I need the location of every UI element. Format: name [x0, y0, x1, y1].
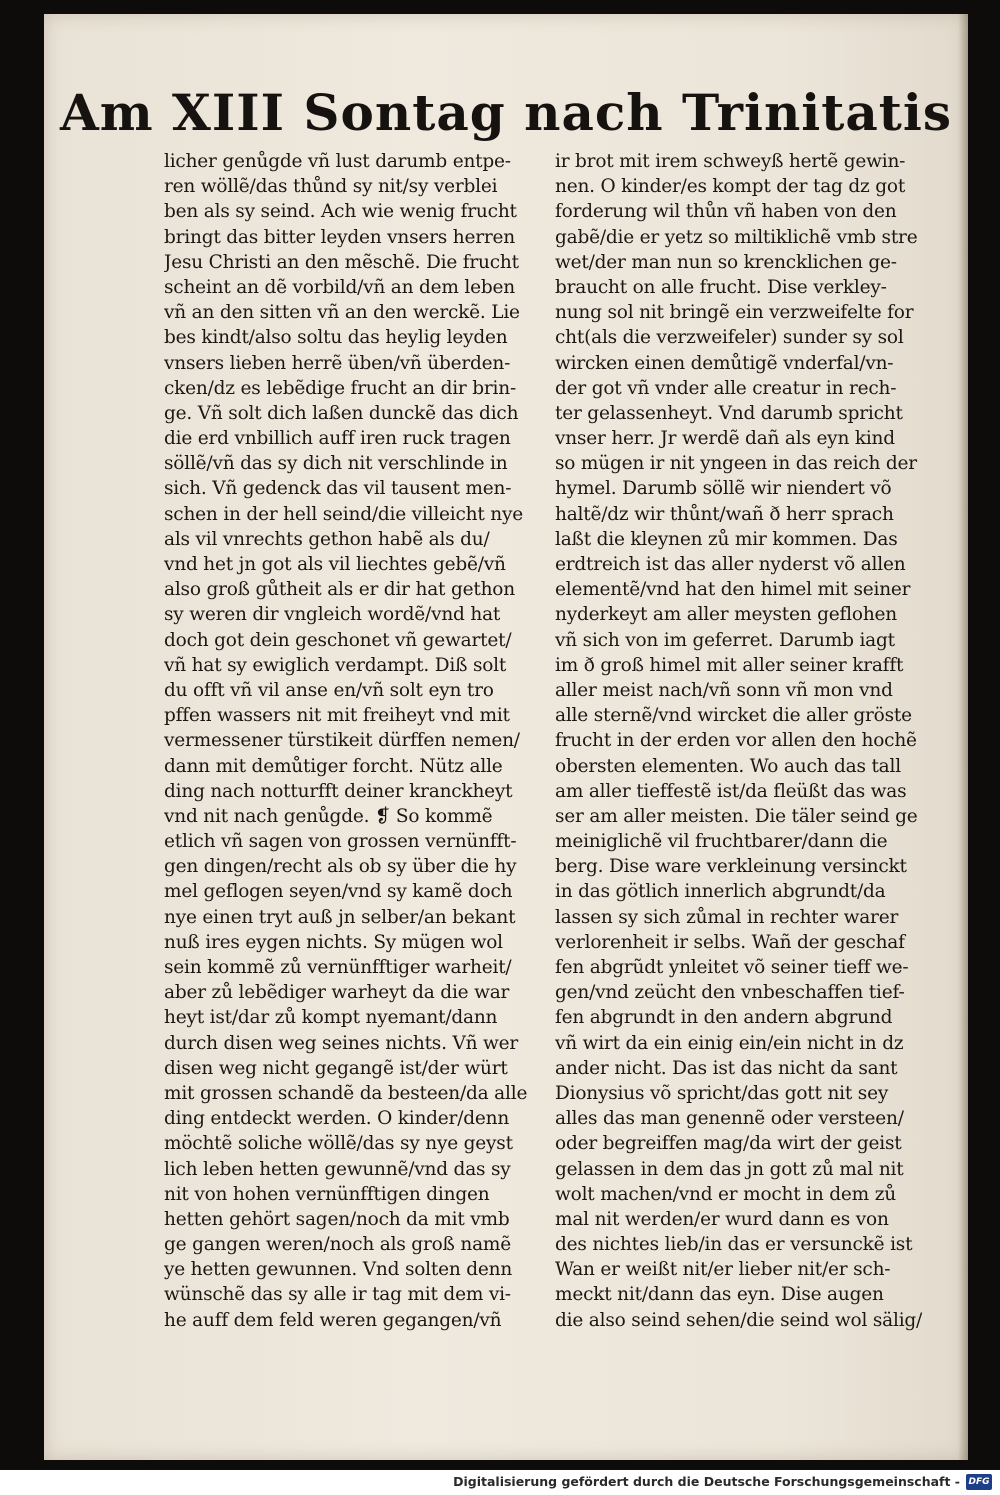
right-column-line: alle sternẽ/vnd wircket die aller gröste — [555, 705, 912, 727]
right-column-line: laßt die kleynen zů mir kommen. Das — [555, 528, 898, 550]
left-column-line: wünschẽ das sy alle ir tag mit dem vi- — [164, 1284, 511, 1306]
right-column-line: nyderkeyt am aller meysten geflohen — [555, 604, 897, 626]
right-column-line: ser am aller meisten. Die täler seind ge — [555, 805, 918, 827]
right-column-line: Wan er weißt nit/er lieber nit/er sch- — [555, 1259, 891, 1281]
dfg-logo-text: DFG — [968, 1477, 990, 1487]
left-column-line: schen in der hell seind/die villeicht nye — [164, 503, 524, 525]
left-column-line: söllẽ/vñ das sy dich nit verschlinde in — [164, 453, 508, 475]
left-column-line: nit von hohen vernünfftigen dingen — [164, 1183, 490, 1205]
left-column-line: ding entdeckt werden. O kinder/denn — [164, 1108, 510, 1130]
right-column-line: im ð groß himel mit aller seiner krafft — [555, 654, 904, 676]
funding-credit: Digitalisierung gefördert durch die Deutsche Forschungsgemeinschaft - — [453, 1474, 960, 1489]
funding-footer — [0, 1470, 1000, 1495]
left-column-line: vnd het jn got als vil liechtes gebẽ/vñ — [164, 554, 506, 575]
right-column-line: der got vñ vnder alle creatur in rech- — [555, 377, 897, 399]
left-column-line: heyt ist/dar zů kompt nyemant/dann — [164, 1007, 498, 1029]
right-column-line: in das götlich innerlich abgrundt/da — [555, 881, 886, 903]
right-column-line: des nichtes lieb/in das er versunckẽ ist — [555, 1234, 913, 1256]
left-column-line: doch got dein geschonet vñ gewartet/ — [164, 629, 512, 651]
right-column-line: wolt machen/vnd er mocht in dem zů — [555, 1183, 896, 1205]
left-column-line: vñ hat sy ewiglich verdampt. Diß solt — [164, 654, 507, 676]
right-column-line: gabẽ/die er yetz so miltiklichẽ vmb stre — [555, 226, 918, 248]
running-head: Am XIII Sontag nach Trinitatis — [59, 83, 953, 142]
right-column-line: frucht in der erden vor allen den hochẽ — [555, 730, 917, 752]
left-column-line: disen weg nicht gegangẽ ist/der würt — [164, 1057, 508, 1079]
left-column-line: nuß ires eygen nichts. Sy mügen wol — [164, 931, 503, 953]
left-column-line: scheint an dẽ vorbild/vñ an dem leben — [164, 276, 516, 298]
right-column-line: ir brot mit irem schweyß hertẽ gewin- — [555, 151, 906, 172]
right-column-line: cht(als die verzweifeler) sunder sy sol — [555, 327, 904, 349]
left-column-line: vnsers lieben herrẽ üben/vñ überden- — [164, 352, 511, 374]
left-column-line: hetten gehört sagen/noch da mit vmb — [164, 1208, 510, 1230]
right-column-line: erdtreich ist das aller nyderst võ allen — [555, 554, 906, 575]
left-column-line: bes kindt/also soltu das heylig leyden — [164, 327, 508, 349]
right-column-line: mal nit werden/er wurd dann es von — [555, 1208, 889, 1230]
right-column-line: haltẽ/dz wir thůnt/wañ ð herr sprach — [555, 503, 894, 525]
right-column-line: fen abgrũdt ynleitet võ seiner tieff we- — [555, 957, 909, 978]
right-column-line: alles das man genennẽ oder versteen/ — [555, 1108, 904, 1130]
book-page — [44, 14, 968, 1460]
left-column-line: lich leben hetten gewunnẽ/vnd das sy — [164, 1158, 511, 1180]
left-column-line: also groß gůtheit als er dir hat gethon — [164, 579, 515, 601]
right-column-line: vñ wirt da ein einig ein/ein nicht in dz — [555, 1032, 904, 1054]
right-column-line: meckt nit/dann das eyn. Dise augen — [555, 1284, 884, 1306]
left-column-line: ren wöllẽ/das thůnd sy nit/sy verblei — [164, 176, 498, 198]
right-column-line: hymel. Darumb söllẽ wir niendert võ — [555, 478, 892, 500]
left-column-line: he auff dem feld weren gegangen/vñ — [164, 1309, 502, 1331]
right-column-line: am aller tieffestẽ ist/da fleüßt das was — [555, 780, 907, 802]
left-column-line: pffen wassers nit mit freiheyt vnd mit — [164, 705, 510, 727]
right-column-line: fen abgrundt in den andern abgrund — [555, 1007, 893, 1029]
left-column-line: als vil vnrechts gethon habẽ als du/ — [164, 528, 490, 550]
right-column-line: berg. Dise ware verkleinung versinckt — [555, 856, 907, 878]
right-column-line: gen/vnd zeücht den vnbeschaffen tief- — [555, 982, 905, 1004]
left-column-line: durch disen weg seines nichts. Vñ wer — [164, 1032, 519, 1054]
right-column-line: obersten elementen. Wo auch das tall — [555, 755, 901, 777]
left-column-line: ye hetten gewunnen. Vnd solten denn — [164, 1259, 513, 1281]
left-column-line: ge gangen weren/noch als groß namẽ — [164, 1234, 511, 1256]
page-edge-shadow — [958, 14, 968, 1460]
right-column-line: gelassen in dem das jn gott zů mal nit — [555, 1158, 904, 1180]
left-column-line: bringt das bitter leyden vnsers herren — [164, 226, 515, 248]
right-column-line: forderung wil thůn vñ haben von den — [555, 201, 897, 223]
right-column-line: verlorenheit ir selbs. Wañ der geschaf — [555, 931, 905, 953]
right-text-column — [555, 149, 935, 1333]
right-column-line: ter gelassenheyt. Vnd darumb spricht — [555, 402, 903, 424]
right-column-line: ander nicht. Das ist das nicht da sant — [555, 1057, 898, 1079]
right-column-line: so mügen ir nit yngeen in das reich der — [555, 453, 917, 475]
left-column-line: vermessener türstikeit dürffen nemen/ — [164, 730, 520, 752]
right-column-line: oder begreiffen mag/da wirt der geist — [555, 1133, 902, 1155]
right-column-line: lassen sy sich zůmal in rechter warer — [555, 906, 899, 928]
left-column-line: ding nach notturfft deiner kranckheyt — [164, 780, 513, 802]
left-column-line: dann mit demůtiger forcht. Nütz alle — [164, 755, 503, 777]
right-column-line: elementẽ/vnd hat den himel mit seiner — [555, 579, 911, 601]
left-column-line: vnd nit nach genůgde. ❡ So kommẽ — [164, 805, 493, 827]
left-column-line: mel geflogen seyen/vnd sy kamẽ doch — [164, 881, 513, 903]
right-column-line: wet/der man nun so krencklichen ge- — [555, 251, 897, 273]
right-column-line: meiniglichẽ vil fruchtbarer/dann die — [555, 831, 888, 853]
left-column-line: sy weren dir vngleich wordẽ/vnd hat — [164, 604, 501, 626]
right-column-line: braucht on alle frucht. Dise verkley- — [555, 276, 887, 298]
left-column-line: ge. Vñ solt dich laßen dunckẽ das dich — [164, 402, 519, 424]
left-column-line: licher genůgde vñ lust darumb entpe- — [164, 151, 511, 172]
right-column-line: nung sol nit bringẽ ein verzweifelte for — [555, 302, 914, 324]
left-column-line: du offt vñ vil anse en/vñ solt eyn tro — [164, 679, 494, 701]
left-column-line: ben als sy seind. Ach wie wenig frucht — [164, 201, 517, 223]
right-column-line: Dionysius võ spricht/das gott nit sey — [555, 1082, 889, 1104]
right-column-line: aller meist nach/vñ sonn vñ mon vnd — [555, 679, 893, 701]
right-column-line: wircken einen demůtigẽ vnderfal/vn- — [555, 352, 894, 374]
left-column-line: vñ an den sitten vñ an den werckẽ. Lie — [164, 302, 520, 324]
left-column-line: gen dingen/recht als ob sy über die hy — [164, 856, 517, 878]
left-column-line: die erd vnbillich auff iren ruck tragen — [164, 428, 511, 450]
right-column-line: vnser herr. Jr werdẽ dañ als eyn kind — [555, 428, 895, 450]
left-column-line: sein kommẽ zů vernünfftiger warheit/ — [164, 957, 512, 978]
dfg-logo-icon — [966, 1474, 992, 1490]
right-column-line: nen. O kinder/es kompt der tag dz got — [555, 176, 906, 198]
right-column-line: vñ sich von im geferret. Darumb iagt — [555, 629, 895, 651]
left-text-column — [164, 149, 544, 1333]
left-column-line: möchtẽ soliche wöllẽ/das sy nye geyst — [164, 1133, 513, 1155]
right-column-line: die also seind sehen/die seind wol sälig/ — [555, 1309, 923, 1331]
left-column-line: cken/dz es lebẽdige frucht an dir brin- — [164, 377, 517, 399]
left-column-line: nye einen tryt auß jn selber/an bekant — [164, 906, 516, 928]
left-column-line: mit grossen schandẽ da besteen/da alle — [164, 1082, 528, 1104]
left-column-line: aber zů lebẽdiger warheyt da die war — [164, 982, 510, 1004]
left-column-line: etlich vñ sagen von grossen vernünfft- — [164, 831, 517, 853]
left-column-line: Jesu Christi an den mẽschẽ. Die frucht — [164, 251, 519, 273]
left-column-line: sich. Vñ gedenck das vil tausent men- — [164, 478, 512, 500]
